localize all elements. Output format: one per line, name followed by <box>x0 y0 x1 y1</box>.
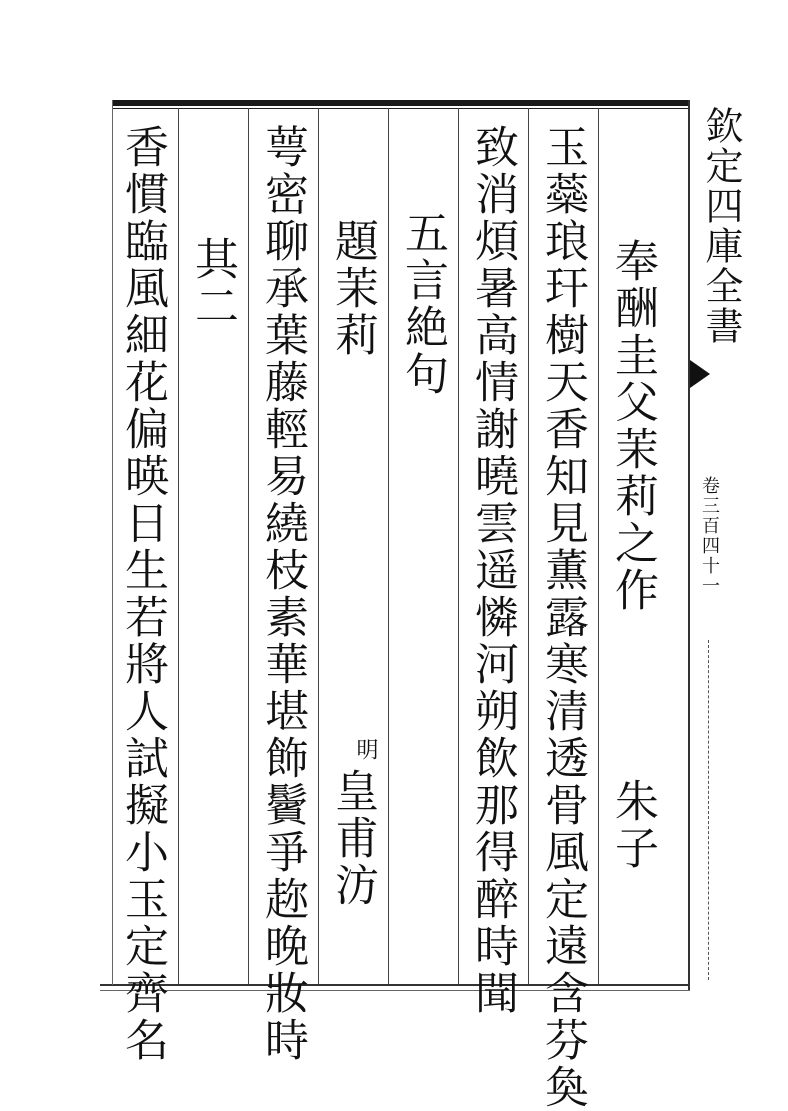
volume-number: 卷三百四十一 <box>699 476 720 596</box>
fishtail-mark <box>690 360 710 388</box>
margin-dashed-line <box>708 640 710 980</box>
column-divider <box>178 108 179 984</box>
poem-author: 朱子 <box>607 778 658 872</box>
poem-line: 致消煩暑高情謝曉雲遥憐河朔飲那得醉時聞 <box>467 124 518 1017</box>
poem-subtitle: 其二 <box>187 236 238 330</box>
poem-title: 奉酬圭父茉莉之作 <box>607 238 658 614</box>
bottom-border-inner <box>100 990 690 991</box>
section-heading: 五言絶句 <box>397 210 448 398</box>
author-dynasty: 明 <box>353 738 378 762</box>
poem-line: 香慣臨風細花偏暎日生若將人試擬小玉定齊名 <box>117 124 168 1064</box>
column-divider <box>598 108 599 984</box>
top-border <box>112 100 690 106</box>
column-divider <box>388 108 389 984</box>
poem-title: 題茉莉 <box>327 218 378 359</box>
poem-author: 皇甫汸 <box>327 768 378 909</box>
column-divider <box>458 108 459 984</box>
column-divider <box>248 108 249 984</box>
column-divider <box>528 108 529 984</box>
poem-line: 玉蘂琅玕樹天香知見薫露寒清透骨風定遠含芬奐 <box>537 124 588 1111</box>
book-title: 欽定四庫全書 <box>699 106 743 346</box>
column-divider <box>318 108 319 984</box>
poem-line: 萼密聊承葉藤輕易繞枝素華堪飾鬢爭趂晚妝時 <box>257 124 308 1064</box>
top-border-inner <box>112 108 690 109</box>
left-border <box>112 100 113 985</box>
bottom-border <box>100 984 690 986</box>
